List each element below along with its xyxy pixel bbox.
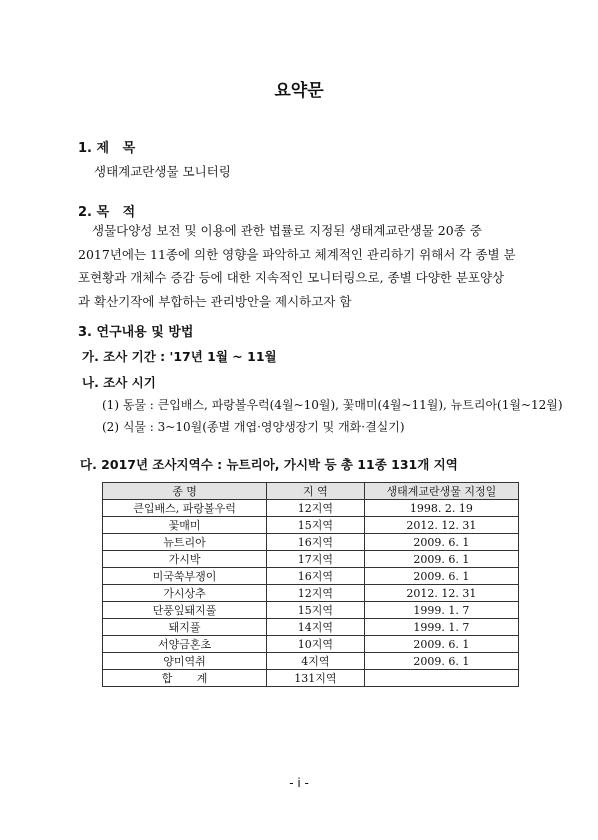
paragraph-line: 2017년에는 11종에 의한 영향을 파악하고 체계적인 관리하기 위해서 각 종별 분 — [78, 246, 516, 262]
table-header-row — [103, 483, 519, 500]
subsection-ga: 가. 조사 기간 : '17년 1월 ~ 11월 — [82, 349, 277, 364]
table-cell: 서양금혼초 — [103, 636, 267, 653]
section1-heading: 1. 제 목 — [78, 141, 136, 156]
table-cell: 16지역 — [267, 534, 365, 551]
table-row — [103, 534, 519, 551]
table-row — [103, 602, 519, 619]
table-cell: 가시박 — [103, 551, 267, 568]
table-cell: 15지역 — [267, 602, 365, 619]
table-row — [103, 551, 519, 568]
table-total-row — [103, 670, 519, 687]
table-cell: 2009. 6. 1 — [364, 551, 518, 568]
table-cell: 합 계 — [103, 670, 267, 687]
table-header-cell: 지 역 — [267, 483, 365, 500]
section2-heading: 2. 목 적 — [78, 205, 136, 220]
table-cell: 16지역 — [267, 568, 365, 585]
table-cell: 10지역 — [267, 636, 365, 653]
table-cell: 1998. 2. 19 — [364, 500, 518, 517]
subsection-da: 다. 2017년 조사지역수 : 뉴트리아, 가시박 등 총 11종 131개 지역 — [80, 457, 458, 472]
section1-content: 생태계교란생물 모니터링 — [94, 164, 231, 179]
table-cell: 17지역 — [267, 551, 365, 568]
table-cell: 4지역 — [267, 653, 365, 670]
table-cell: 12지역 — [267, 500, 365, 517]
table-row — [103, 500, 519, 517]
table-cell — [364, 670, 518, 687]
section3-heading: 3. 연구내용 및 방법 — [78, 325, 194, 340]
table-cell: 2009. 6. 1 — [364, 636, 518, 653]
table-cell: 12지역 — [267, 585, 365, 602]
table-cell: 미국쑥부쟁이 — [103, 568, 267, 585]
table-cell: 2009. 6. 1 — [364, 653, 518, 670]
table-cell: 꽃매미 — [103, 517, 267, 534]
table-header-cell: 생태계교란생물 지정일 — [364, 483, 518, 500]
table-cell: 가시상추 — [103, 585, 267, 602]
schedule-animals: (1) 동물 : 큰입배스, 파랑볼우럭(4월~10월), 꽃매미(4월~11월), 뉴트리아(1월~12월) — [102, 398, 563, 412]
table-row — [103, 636, 519, 653]
table-cell: 1999. 1. 7 — [364, 619, 518, 636]
table-row — [103, 585, 519, 602]
section2-paragraph — [78, 219, 524, 313]
paragraph-line: 과 확산기작에 부합하는 관리방안을 제시하고자 함 — [78, 293, 352, 309]
table-cell: 단풍잎돼지풀 — [103, 602, 267, 619]
table-cell: 1999. 1. 7 — [364, 602, 518, 619]
table-cell: 뉴트리아 — [103, 534, 267, 551]
table-cell: 돼지풀 — [103, 619, 267, 636]
table-cell: 15지역 — [267, 517, 365, 534]
schedule-plants: (2) 식물 : 3~10월(종별 개엽·영양생장기 및 개화·결실기) — [102, 420, 405, 434]
paragraph-line: 포현황과 개체수 증감 등에 대한 지속적인 모니터링으로, 종별 다양한 분포양상 — [78, 270, 505, 285]
table-cell: 큰입배스, 파랑볼우럭 — [103, 500, 267, 517]
table-row — [103, 517, 519, 534]
table-cell: 2012. 12. 31 — [364, 585, 518, 602]
table-cell: 2012. 12. 31 — [364, 517, 518, 534]
table-cell: 2009. 6. 1 — [364, 534, 518, 551]
page-number: - i - — [289, 776, 309, 790]
table-cell: 14지역 — [267, 619, 365, 636]
table-header-cell: 종 명 — [103, 483, 267, 500]
page-title: 요약문 — [274, 81, 324, 101]
table-row — [103, 653, 519, 670]
survey-table — [102, 482, 519, 687]
paragraph-line: 생물다양성 보전 및 이용에 관한 법률로 지정된 생태계교란생물 20종 중 — [92, 223, 482, 238]
table-cell: 양미역취 — [103, 653, 267, 670]
subsection-na: 나. 조사 시기 — [82, 375, 156, 390]
table-row — [103, 619, 519, 636]
table-cell: 2009. 6. 1 — [364, 568, 518, 585]
table-row — [103, 568, 519, 585]
table-cell: 131지역 — [267, 670, 365, 687]
